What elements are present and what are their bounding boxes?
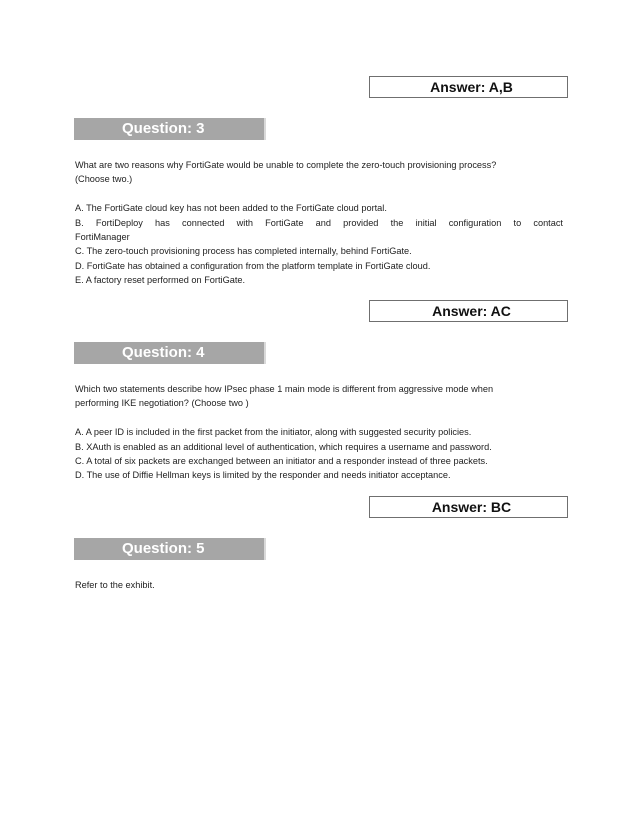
answer-box xyxy=(369,496,568,518)
option-e: E. A factory reset performed on FortiGate. xyxy=(75,275,246,286)
question-header xyxy=(74,342,266,364)
option-a: A. The FortiGate cloud key has not been added to the FortiGate cloud portal. xyxy=(75,203,387,214)
option-d: D. The use of Diffie Hellman keys is limited by the responder and needs initiator acceptance. xyxy=(75,470,451,481)
option-d: D. FortiGate has obtained a configuration from the platform template in FortiGate cloud. xyxy=(75,260,431,271)
question-body xyxy=(75,382,563,483)
question-body xyxy=(75,158,563,288)
answer-label: Answer: AC xyxy=(432,303,511,319)
question-title: Question: 5 xyxy=(122,540,205,557)
question-title: Question: 3 xyxy=(122,120,205,137)
question-prompt: Refer to the exhibit. xyxy=(75,580,155,590)
question-prompt-cont: (Choose two.) xyxy=(75,174,133,185)
question-body xyxy=(75,578,563,592)
option-b: B. FortiDeploy has connected with FortiGate and provided the initial configuration to contact xyxy=(75,217,563,228)
option-c: C. A total of six packets are exchanged between an initiator and a responder instead of three packets. xyxy=(75,456,488,467)
question-title: Question: 4 xyxy=(122,344,205,361)
answer-box xyxy=(369,300,568,322)
answer-label: Answer: A,B xyxy=(430,79,513,95)
question-header xyxy=(74,538,266,560)
option-c: C. The zero-touch provisioning process has completed internally, behind FortiGate. xyxy=(75,246,412,257)
question-prompt-cont: performing IKE negotiation? (Choose two ) xyxy=(75,398,249,409)
answer-label: Answer: BC xyxy=(431,499,512,515)
option-b: B. XAuth is enabled as an additional level of authentication, which requires a username and password. xyxy=(75,441,492,452)
option-b-cont: FortiManager xyxy=(75,232,130,243)
question-prompt: What are two reasons why FortiGate would be unable to complete the zero-touch provisioning process? xyxy=(75,160,497,170)
answer-box xyxy=(369,76,568,98)
option-a: A. A peer ID is included in the first packet from the initiator, along with suggested security policies. xyxy=(75,427,472,438)
question-prompt: Which two statements describe how IPsec phase 1 main mode is different from aggressive mode when xyxy=(75,384,494,394)
question-header xyxy=(74,118,266,140)
